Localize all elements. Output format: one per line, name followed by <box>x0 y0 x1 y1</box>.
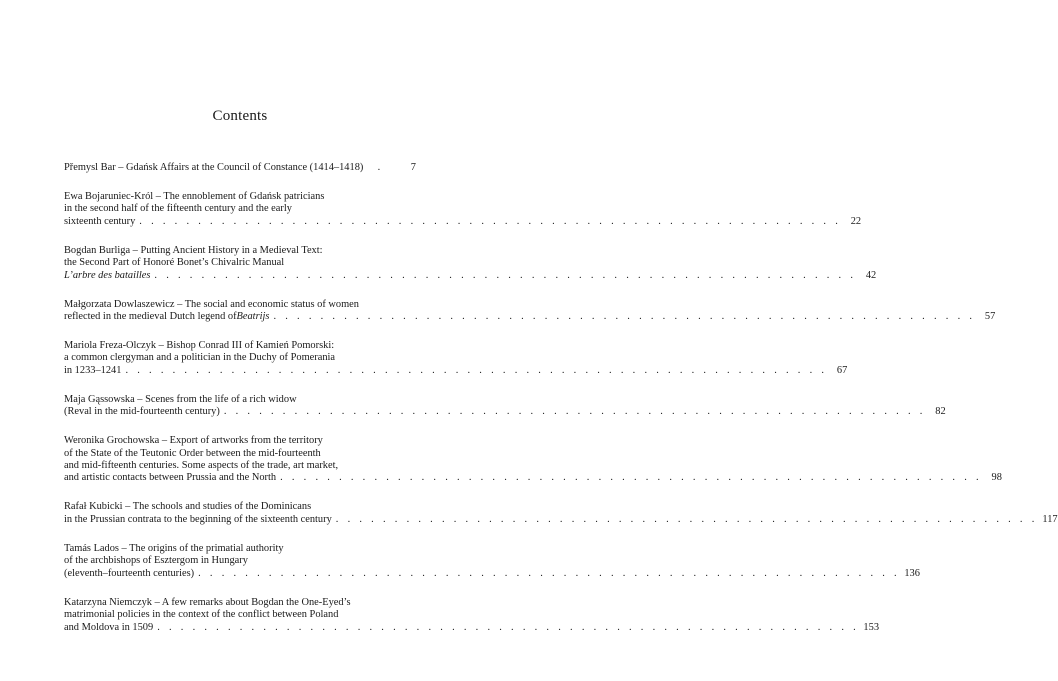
toc-entry-line: reflected in the medieval Dutch legend of <box>64 311 237 323</box>
toc-entry-line: (eleventh–fourteenth centuries) <box>64 567 195 579</box>
toc-entry[interactable] <box>64 596 880 634</box>
dot-leader: . . . . . . . . . . . . . . . . . . . . . . . . . . . . . . . . . . . . . . . . . . . . . . . . . . . . . . . . . . . . <box>335 513 1038 525</box>
toc-entry-line: Přemysl Bar – Gdańsk Affairs at the Council of Constance (1414–1418) <box>64 162 364 173</box>
toc-entry[interactable] <box>64 542 920 580</box>
toc-entry-last-line <box>64 215 862 228</box>
toc-entry[interactable] <box>64 244 877 282</box>
page-number: 7 <box>410 162 416 173</box>
toc-entry-line: in the second half of the fifteenth century and the early <box>64 203 292 215</box>
dot-leader: . . . . . . . . . . . . . . . . . . . . . . . . . . . . . . . . . . . . . . . . . . . . . . . . . . . . . . . . . . . . <box>198 567 900 579</box>
toc-entry[interactable] <box>64 162 416 174</box>
toc-entry-line: Bogdan Burliga – Putting Ancient History in a Medieval Text: <box>64 244 323 256</box>
page-number: 117 <box>1042 513 1058 525</box>
table-of-contents <box>64 162 1058 651</box>
toc-entry-line: matrimonial policies in the context of the conflict between Poland <box>64 609 339 621</box>
page-number: 42 <box>865 269 877 281</box>
toc-entry-last-line <box>64 364 848 377</box>
toc-entry-line: Ewa Bojaruniec-Król – The ennoblement of Gdańsk patricians <box>64 191 325 202</box>
toc-entry-last-line <box>64 311 996 323</box>
toc-entry[interactable] <box>64 435 1002 485</box>
toc-entry-line: Tamás Lados – The origins of the primatial authority <box>64 542 284 554</box>
toc-entry-line: Maja Gąssowska – Scenes from the life of a rich widow <box>64 393 297 405</box>
toc-entry-line: of the State of the Teutonic Order between the mid-fourteenth <box>64 447 321 459</box>
dot-leader: . . . . . . . . . . . . . . . . . . . . . . . . . . . . . . . . . . . . . . . . . . . . . . . . . . . . . . . . . . . . <box>223 406 926 418</box>
toc-entry-line: the Second Part of Honoré Bonet’s Chivalric Manual <box>64 257 285 269</box>
toc-entry-line: sixteenth century <box>64 215 136 227</box>
page-number: 153 <box>863 621 880 633</box>
toc-entry-line: Rafał Kubicki – The schools and studies of the Dominicans <box>64 501 312 513</box>
dot-leader: . . . . . . . . . . . . . . . . . . . . . . . . . . . . . . . . . . . . . . . . . . . . . . . . . . . . . . . . . . . . <box>157 621 860 633</box>
toc-entry-line: (Reval in the mid-fourteenth century) <box>64 406 220 418</box>
page-number: 82 <box>935 406 946 418</box>
toc-entry-last-line <box>64 567 920 580</box>
toc-entry-line: a common clergyman and a politician in the Duchy of Pomerania <box>64 352 336 364</box>
toc-entry-line: of the archbishops of Esztergom in Hungary <box>64 555 248 567</box>
page-number: 136 <box>904 567 920 579</box>
page-number: 22 <box>850 215 862 227</box>
dot-leader: . . . . . . . . . . . . . . . . . . . . . . . . . . . . . . . . . . . . . . . . . . . . . . . . . . . . . . . . . . . . <box>154 269 857 281</box>
page-number: 57 <box>984 311 996 323</box>
toc-entry-last-line <box>64 513 1058 526</box>
toc-entry[interactable] <box>64 298 996 324</box>
dot-leader: . . . . . . . . . . . . . . . . . . . . . . . . . . . . . . . . . . . . . . . . . . . . . . . . . . . . . . . . . . . . <box>273 311 976 323</box>
toc-entry-line: Małgorzata Dowlaszewicz – The social and economic status of women <box>64 298 359 310</box>
dot-leader: . . . . . . . . . . . . . . . . . . . . . . . . . . . . . . . . . . . . . . . . . . . . . . . . . . . . . . . . . . . . <box>125 364 828 376</box>
toc-entry-last-line <box>64 269 877 282</box>
toc-entry[interactable] <box>64 501 1058 526</box>
toc-entry-italic-title: L’arbre des batailles <box>64 269 151 281</box>
toc-entry-line: and artistic contacts between Prussia and the North <box>64 472 277 484</box>
toc-entry-last-line <box>64 162 416 174</box>
toc-entry-line: Katarzyna Niemczyk – A few remarks about Bogdan the One-Eyed’s <box>64 596 351 608</box>
toc-entry[interactable] <box>64 340 848 377</box>
toc-entry-italic-title: Beatrijs <box>236 311 270 323</box>
toc-entry-last-line <box>64 621 880 634</box>
toc-entry-line: in 1233–1241 <box>64 364 122 376</box>
toc-entry-last-line <box>64 472 1002 484</box>
toc-entry-line: Mariola Freza-Olczyk – Bishop Conrad III of Kamień Pomorski: <box>64 340 335 352</box>
toc-entry[interactable] <box>64 191 862 228</box>
toc-entry-line: in the Prussian contrata to the beginning of the sixteenth century <box>64 513 332 525</box>
toc-entry-line: and Moldova in 1509 <box>64 621 154 633</box>
toc-entry-line: and mid-fifteenth centuries. Some aspects of the trade, art market, <box>64 460 339 472</box>
toc-entry[interactable] <box>64 393 946 419</box>
toc-entry-line: Weronika Grochowska – Export of artworks from the territory <box>64 435 323 447</box>
page-number: 98 <box>991 472 1002 484</box>
page-title: Contents <box>212 108 268 124</box>
toc-entry-last-line <box>64 406 946 418</box>
page-number: 67 <box>836 364 848 376</box>
dot-leader: . <box>377 162 381 173</box>
dot-leader: . . . . . . . . . . . . . . . . . . . . . . . . . . . . . . . . . . . . . . . . . . . . . . . . . . . . . . . . . . . . <box>280 472 982 484</box>
dot-leader: . . . . . . . . . . . . . . . . . . . . . . . . . . . . . . . . . . . . . . . . . . . . . . . . . . . . . . . . . . . . <box>139 215 842 227</box>
